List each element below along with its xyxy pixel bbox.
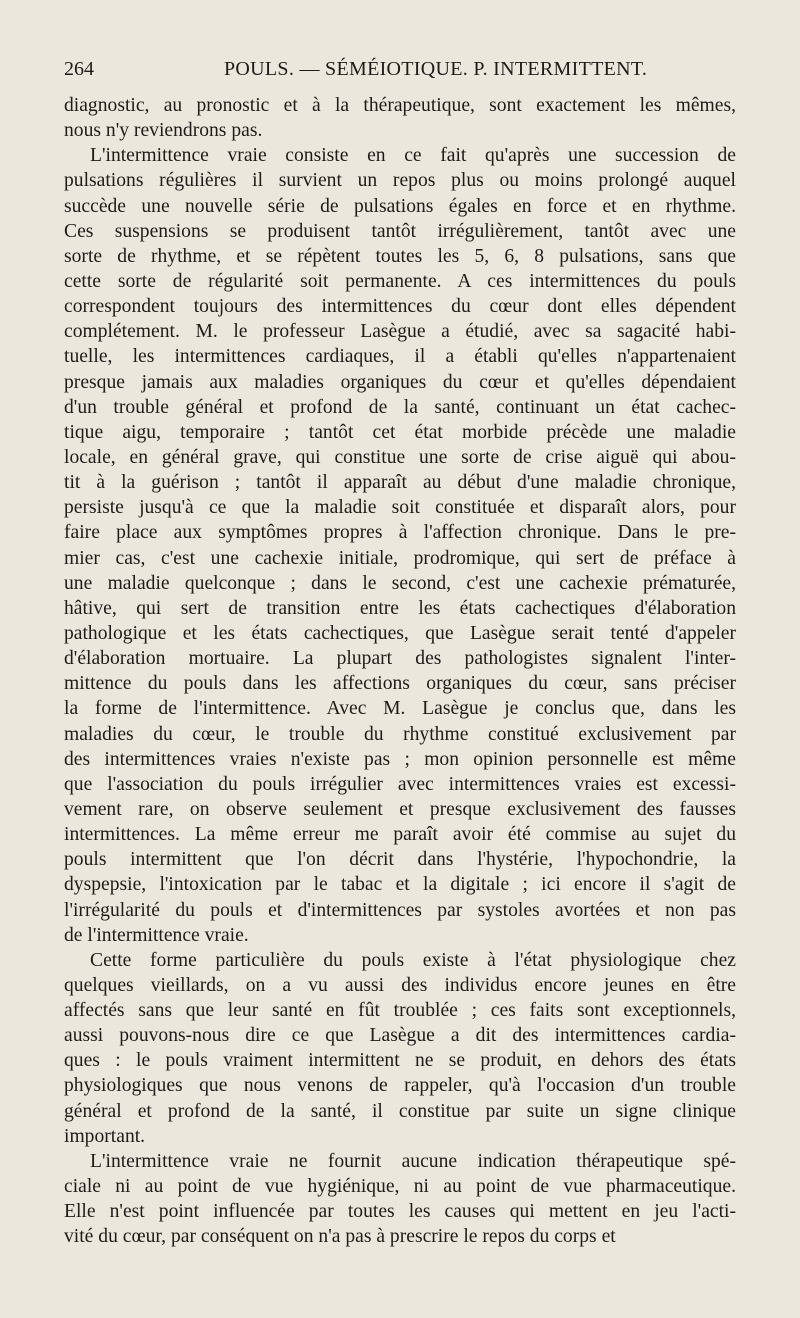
text-line: des intermittences vraies n'existe pas ; mon opinion personnelle est même bbox=[64, 748, 736, 770]
text-line: pulsations régulières il survient un repos plus ou moins prolongé auquel bbox=[64, 170, 736, 192]
text-line: tique aigu, temporaire ; tantôt cet état morbide précède une maladie bbox=[64, 421, 736, 443]
text-line: mier cas, c'est une cachexie initiale, prodromique, qui sert de préface à bbox=[64, 547, 736, 569]
text-line: maladies du cœur, le trouble du rhythme constitué exclusivement par bbox=[64, 723, 736, 745]
text-line: complétement. M. le professeur Lasègue a étudié, avec sa sagacité habi- bbox=[64, 321, 736, 343]
text-line: général et profond de la santé, il constitue par suite un signe clinique bbox=[64, 1100, 736, 1122]
text-line: vement rare, on observe seulement et presque exclusivement des fausses bbox=[64, 798, 736, 820]
paragraph bbox=[64, 948, 736, 1149]
text-line: de l'intermittence vraie. bbox=[64, 924, 249, 946]
text-line: Cette forme particulière du pouls existe à l'état physiologique chez bbox=[90, 949, 736, 971]
text-line: persiste jusqu'à ce que la maladie soit constituée et disparaît alors, pour bbox=[64, 497, 736, 519]
text-line: faire place aux symptômes propres à l'affection chronique. Dans le pre- bbox=[64, 522, 736, 544]
text-line: quelques vieillards, on a vu aussi des individus encore jeunes en être bbox=[64, 974, 736, 996]
paragraph bbox=[64, 1149, 736, 1250]
text-line: l'irrégularité du pouls et d'intermittences par systoles avortées et non pas bbox=[64, 899, 736, 921]
text-line: vité du cœur, par conséquent on n'a pas à prescrire le repos du corps et bbox=[64, 1226, 616, 1248]
page-header bbox=[64, 58, 736, 88]
text-line: L'intermittence vraie ne fournit aucune indication thérapeutique spé- bbox=[90, 1150, 736, 1172]
text-line: cette sorte de régularité soit permanente. A ces intermittences du pouls bbox=[64, 270, 736, 292]
text-line: physiologiques que nous venons de rappeler, qu'à l'occasion d'un trouble bbox=[64, 1075, 736, 1097]
text-line: une maladie quelconque ; dans le second, c'est une cachexie prématurée, bbox=[64, 572, 736, 594]
text-line: L'intermittence vraie consiste en ce fait qu'après une succession de bbox=[90, 145, 736, 167]
text-line: intermittences. La même erreur me paraît avoir été commise au sujet du bbox=[64, 824, 736, 846]
text-line: presque jamais aux maladies organiques du cœur et qu'elles dépendaient bbox=[64, 371, 736, 393]
text-line: pouls intermittent que l'on décrit dans l'hystérie, l'hypochondrie, la bbox=[64, 849, 736, 871]
text-line: important. bbox=[64, 1125, 146, 1147]
text-line: ques : le pouls vraiment intermittent ne se produit, en dehors des états bbox=[64, 1050, 736, 1072]
text-line: aussi pouvons-nous dire ce que Lasègue a dit des intermittences cardia- bbox=[64, 1025, 736, 1047]
text-line: que l'association du pouls irrégulier avec intermittences vraies est excessi- bbox=[64, 773, 736, 795]
text-line: tit à la guérison ; tantôt il apparaît au début d'une maladie chronique, bbox=[64, 472, 736, 494]
text-line: pathologique et les états cachectiques, que Lasègue serait tenté d'appeler bbox=[64, 622, 736, 644]
text-line: sorte de rhythme, et se répètent toutes les 5, 6, 8 pulsations, sans que bbox=[64, 245, 736, 267]
text-line: diagnostic, au pronostic et à la thérapeutique, sont exactement les mêmes, bbox=[64, 95, 736, 116]
text-line: d'élaboration mortuaire. La plupart des pathologistes signalent l'inter- bbox=[64, 648, 736, 670]
text-line: d'un trouble général et profond de la santé, continuant un état cachec- bbox=[64, 396, 736, 418]
paragraph bbox=[64, 93, 736, 143]
text-line: Elle n'est point influencée par toutes les causes qui mettent en jeu l'acti- bbox=[64, 1201, 736, 1223]
text-line: mittence du pouls dans les affections organiques du cœur, sans préciser bbox=[64, 673, 736, 695]
text-line: hâtive, qui sert de transition entre les états cachectiques d'élaboration bbox=[64, 597, 736, 619]
text-line: ciale ni au point de vue hygiénique, ni au point de vue pharmaceutique. bbox=[64, 1176, 736, 1198]
text-line: la forme de l'intermittence. Avec M. Lasègue je conclus que, dans les bbox=[64, 698, 736, 720]
text-line: nous n'y reviendrons pas. bbox=[64, 120, 263, 142]
paragraph bbox=[64, 143, 736, 948]
text-line: locale, en général grave, qui constitue une sorte de crise aiguë qui abou- bbox=[64, 446, 736, 468]
text-line: succède une nouvelle série de pulsations égales en force et en rhythme. bbox=[64, 195, 736, 217]
running-title: POULS. — SÉMÉIOTIQUE. P. INTERMITTENT. bbox=[224, 58, 648, 80]
page-number: 264 bbox=[64, 58, 94, 80]
text-line: tuelle, les intermittences cardiaques, il a établi qu'elles n'appartenaient bbox=[64, 346, 736, 368]
text-line: Ces suspensions se produisent tantôt irrégulièrement, tantôt avec une bbox=[64, 220, 736, 242]
text-line: affectés sans que leur santé en fût troublée ; ces faits sont exceptionnels, bbox=[64, 1000, 736, 1022]
text-line: correspondent toujours des intermittences du cœur dont elles dépendent bbox=[64, 296, 736, 318]
text-line: dyspepsie, l'intoxication par le tabac et la digitale ; ici encore il s'agit de bbox=[64, 874, 736, 896]
body-text bbox=[64, 93, 736, 1249]
